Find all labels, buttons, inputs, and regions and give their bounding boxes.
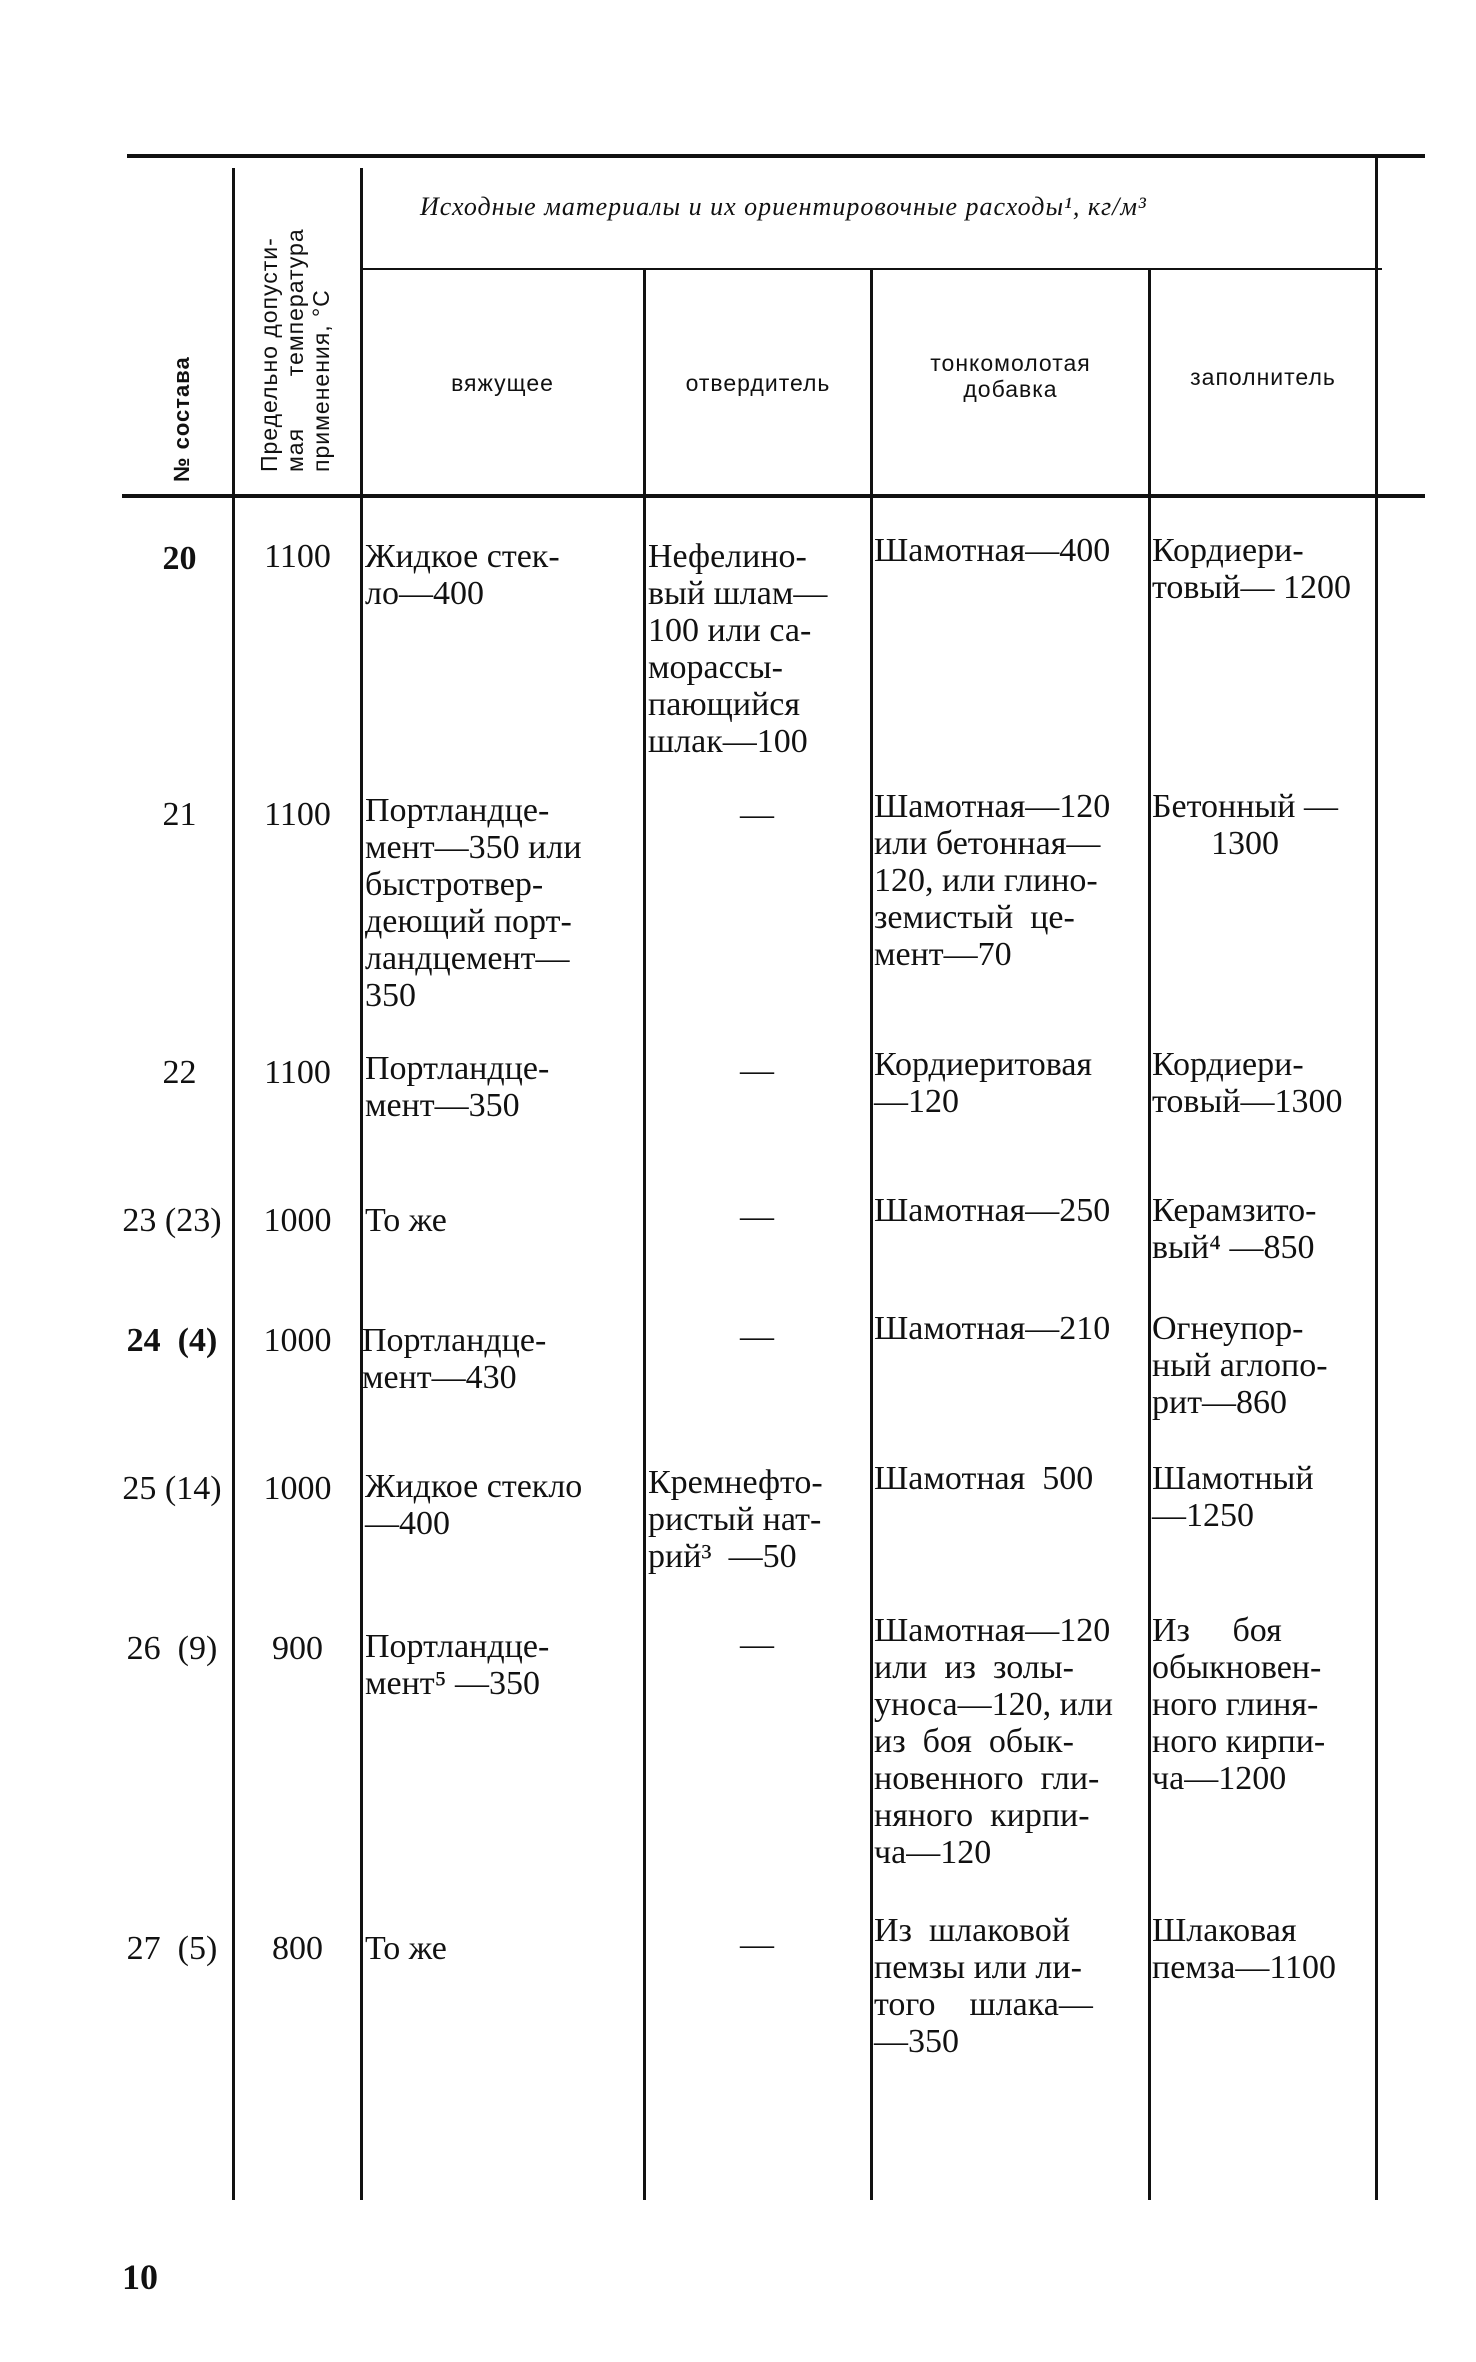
row-21-binder: Портландце- мент—350 или быстротвер- деющий порт- ландцемент— 350 bbox=[365, 792, 582, 1014]
row-26-number: 26 (9) bbox=[126, 1630, 218, 1667]
row-22-additive: Кордиеритовая —120 bbox=[874, 1046, 1093, 1120]
row-21-hardener: — bbox=[740, 796, 774, 833]
row-24-number: 24 (4) bbox=[126, 1322, 218, 1359]
row-22-number: 22 bbox=[162, 1054, 197, 1091]
top-rule bbox=[127, 154, 1425, 158]
row-21-number: 21 bbox=[162, 796, 197, 833]
row-21-temp: 1100 bbox=[264, 796, 331, 833]
row-23-additive: Шамотная—250 bbox=[874, 1192, 1111, 1229]
row-24-filler: Огнеупор- ный аглопо- рит—860 bbox=[1152, 1310, 1328, 1421]
row-23-hardener: — bbox=[740, 1198, 774, 1235]
row-22-temp: 1100 bbox=[264, 1054, 331, 1091]
row-20-number: 20 bbox=[162, 540, 197, 577]
row-24-hardener: — bbox=[740, 1318, 774, 1355]
page-number: 10 bbox=[122, 2257, 158, 2297]
row-26-binder: Портландце- мент⁵ —350 bbox=[365, 1628, 550, 1702]
row-26-additive: Шамотная—120 или из золы- уноса—120, или из боя обык- новенного гли- няного кирпи- ча—120 bbox=[874, 1612, 1113, 1871]
row-27-filler: Шлаковая пемза—1100 bbox=[1152, 1912, 1337, 1986]
row-23-number: 23 (23) bbox=[122, 1202, 222, 1239]
row-25-number: 25 (14) bbox=[122, 1470, 222, 1507]
header-col-number: № состава bbox=[169, 356, 194, 482]
row-25-filler: Шамотный —1250 bbox=[1152, 1460, 1314, 1534]
row-21-additive: Шамотная—120 или бетонная— 120, или глино- земистый це- мент—70 bbox=[874, 788, 1111, 973]
row-23-temp: 1000 bbox=[263, 1202, 332, 1239]
header-col-temp: Предельно допусти- мая температура применения, °С bbox=[256, 228, 334, 472]
vline-5 bbox=[1148, 270, 1151, 2200]
row-23-filler: Керамзито- вый⁴ —850 bbox=[1152, 1192, 1317, 1266]
row-24-additive: Шамотная—210 bbox=[874, 1310, 1111, 1347]
row-22-hardener: — bbox=[740, 1052, 774, 1089]
header-materials-title: Исходные материалы и их ориентировочные расходы¹, кг/м³ bbox=[420, 192, 1147, 221]
header-col-binder: вяжущее bbox=[451, 370, 554, 396]
row-24-binder: Портландце- мент—430 bbox=[362, 1322, 547, 1396]
vline-1 bbox=[232, 168, 235, 2200]
row-21-filler: Бетонный — 1300 bbox=[1152, 788, 1338, 862]
vline-2 bbox=[360, 168, 363, 2200]
row-26-filler: Из боя обыкновен- ного глиня- ного кирпи- ча—1200 bbox=[1152, 1612, 1326, 1797]
row-25-binder: Жидкое стекло —400 bbox=[365, 1468, 583, 1542]
row-20-filler: Кордиери- товый— 1200 bbox=[1152, 532, 1352, 606]
header-col-filler: заполнитель bbox=[1190, 364, 1336, 390]
row-27-binder: То же bbox=[365, 1930, 447, 1967]
row-20-additive: Шамотная—400 bbox=[874, 532, 1111, 569]
row-23-binder: То же bbox=[365, 1202, 447, 1239]
header-col-additive: тонкомолотая добавка bbox=[930, 350, 1091, 402]
row-22-binder: Портландце- мент—350 bbox=[365, 1050, 550, 1124]
row-22-filler: Кордиери- товый—1300 bbox=[1152, 1046, 1343, 1120]
row-26-temp: 900 bbox=[272, 1630, 323, 1667]
row-20-hardener: Нефелино- вый шлам— 100 или са- морассы- пающийся шлак—100 bbox=[648, 538, 828, 760]
row-25-hardener: Кремнефто- ристый нат- рий³ —50 bbox=[648, 1464, 823, 1575]
vline-6 bbox=[1375, 158, 1378, 2200]
header-col-hardener: отвердитель bbox=[685, 370, 831, 396]
row-26-hardener: — bbox=[740, 1626, 774, 1663]
row-25-temp: 1000 bbox=[263, 1470, 332, 1507]
header-bottom-rule bbox=[122, 494, 1425, 498]
row-24-temp: 1000 bbox=[263, 1322, 332, 1359]
row-20-binder: Жидкое стек- ло—400 bbox=[365, 538, 560, 612]
row-27-hardener: — bbox=[740, 1926, 774, 1963]
row-20-temp: 1100 bbox=[264, 538, 331, 575]
row-27-additive: Из шлаковой пемзы или ли- того шлака— —350 bbox=[874, 1912, 1093, 2060]
row-25-additive: Шамотная 500 bbox=[874, 1460, 1094, 1497]
row-27-temp: 800 bbox=[272, 1930, 323, 1967]
row-27-number: 27 (5) bbox=[126, 1930, 218, 1967]
